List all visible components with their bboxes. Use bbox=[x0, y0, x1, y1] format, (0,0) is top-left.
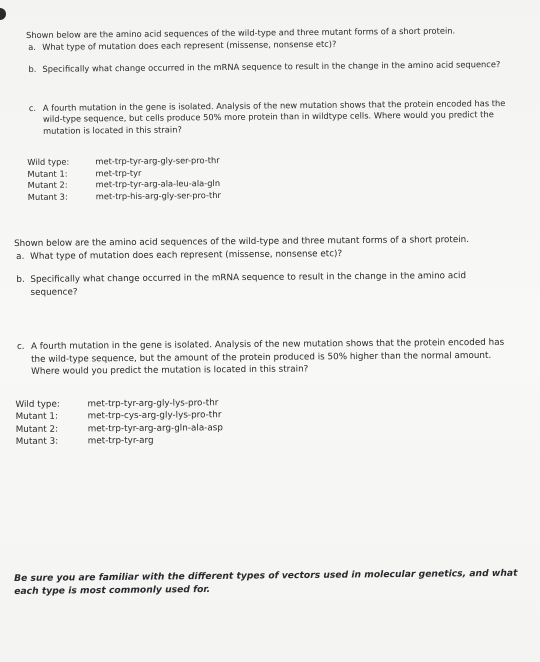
sequence-label: Mutant 2: bbox=[27, 179, 68, 190]
sequence-label: Mutant 3: bbox=[15, 436, 59, 447]
sequence-label: Mutant 3: bbox=[27, 191, 68, 202]
binder-hole bbox=[0, 8, 6, 20]
question-label: c. bbox=[16, 341, 25, 352]
intro-text: Shown below are the amino acid sequences of the wild-type and three mutant forms of a short protein. bbox=[26, 25, 456, 40]
sequence-label: Mutant 1: bbox=[27, 168, 68, 179]
question-text: Specifically what change occurred in the mRNA sequence to result in the change in the amino acid sequence? bbox=[42, 59, 501, 74]
sequence-value: met-trp-cys-arg-gly-lys-pro-thr bbox=[87, 410, 222, 422]
question-text: A fourth mutation in the gene is isolated. Analysis of the new mutation shows that the protein encoded has the wild-type sequence, but cells produce 50% more protein than in wildtype cells. Where would you predict the mutation is located in this strain? bbox=[42, 97, 506, 136]
sequence-value: met-trp-tyr-arg bbox=[87, 435, 154, 447]
sequence-value: met-trp-tyr-arg-arg-gln-ala-asp bbox=[87, 422, 223, 434]
question-c bbox=[15, 337, 515, 379]
question-text: A fourth mutation in the gene is isolated. Analysis of the new mutation shows that the protein encoded has the wild-type sequence, but the amount of the protein produced is 50% higher than the normal amount. Where would you predict the mutation is located in this strain? bbox=[30, 337, 505, 377]
sequence-value: met-trp-tyr-arg-gly-ser-pro-thr bbox=[95, 154, 220, 167]
sequence-label: Mutant 1: bbox=[15, 411, 58, 422]
question-label: b. bbox=[16, 274, 25, 285]
question-label: b. bbox=[28, 63, 37, 74]
footer-text: Be sure you are familiar with the different types of vectors used in molecular genetics, and what each type is most commonly used for. bbox=[14, 567, 518, 597]
sequence-label: Mutant 2: bbox=[15, 424, 59, 435]
question-b bbox=[14, 270, 514, 299]
question-text: Specifically what change occurred in the mRNA sequence to result in the change in the amino acid sequence? bbox=[30, 271, 467, 298]
sequence-value: met-trp-tyr bbox=[95, 167, 142, 178]
question-label: c. bbox=[28, 102, 37, 113]
question-text: What type of mutation does each represent (missense, nonsense etc)? bbox=[30, 248, 343, 262]
question-set-2 bbox=[14, 234, 516, 449]
sequence-table bbox=[27, 152, 507, 203]
sequence-value: met-trp-his-arg-gly-ser-pro-thr bbox=[95, 189, 221, 201]
sequence-value: met-trp-tyr-arg-gly-lys-pro-thr bbox=[87, 397, 219, 409]
question-label: a. bbox=[28, 41, 36, 52]
question-c bbox=[27, 97, 507, 137]
sequence-table bbox=[15, 394, 515, 448]
sequence-label: Wild type: bbox=[27, 156, 70, 167]
question-label: a. bbox=[16, 251, 25, 262]
intro-text: Shown below are the amino acid sequences of the wild-type and three mutant forms of a short protein. bbox=[14, 235, 470, 249]
sequence-value: met-trp-tyr-arg-ala-leu-ala-gln bbox=[95, 177, 221, 190]
question-set-1 bbox=[26, 25, 508, 203]
question-text: What type of mutation does each represent (missense, nonsense etc)? bbox=[42, 38, 337, 52]
sequence-label: Wild type: bbox=[15, 399, 60, 410]
footer-note bbox=[14, 567, 524, 598]
